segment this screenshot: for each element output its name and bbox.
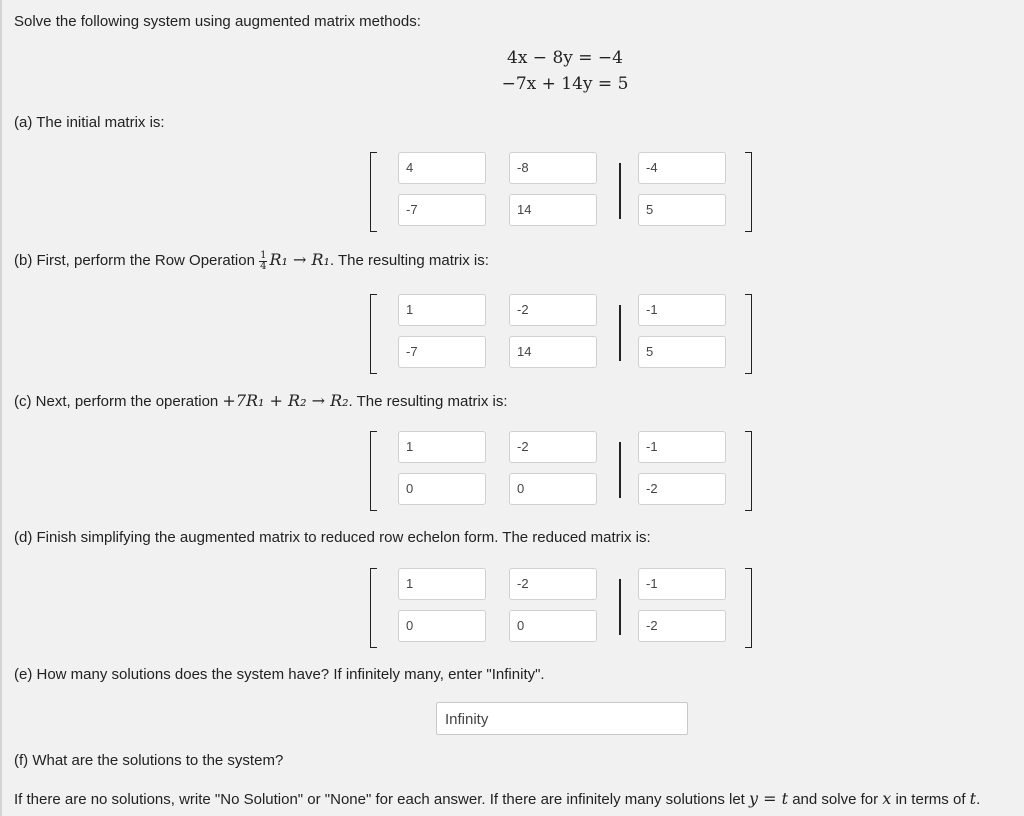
matrix-cell[interactable]: 5 [638,336,726,368]
part-a-label: (a) The initial matrix is: [14,114,165,131]
equation-system [480,45,650,97]
fraction-denominator: 4 [260,260,267,272]
matrix-cell[interactable]: -1 [638,294,726,326]
instructions-note [14,789,980,808]
matrix-b [370,294,752,374]
bracket-right [745,568,752,648]
matrix-cell[interactable]: 1 [398,294,486,326]
bracket-left [370,431,377,511]
matrix-cell[interactable]: 14 [509,336,597,368]
matrix-d [370,568,752,648]
augment-bar [619,163,621,219]
equation-1: 4x − 8y = −4 [507,48,623,68]
fraction-numerator: 1 [260,249,267,261]
part-b-prefix: (b) First, perform the Row Operation [14,252,260,269]
augment-bar [619,442,621,498]
matrix-cell[interactable]: 1 [398,568,486,600]
note-text: If there are no solutions, write "No Solution" or "None" for each answer. If there are infinitely many solutions let [14,791,749,808]
matrix-cell[interactable]: -4 [638,152,726,184]
matrix-cell[interactable]: -2 [509,431,597,463]
matrix-cell[interactable]: 1 [398,431,486,463]
augment-bar [619,305,621,361]
note-math: t [969,789,977,808]
bracket-left [370,294,377,374]
note-math: x [882,789,892,808]
part-c-suffix: . The resulting matrix is: [348,393,508,410]
part-c-label [14,391,508,410]
matrix-cell[interactable]: -8 [509,152,597,184]
matrix-cell[interactable]: 14 [509,194,597,226]
matrix-cell[interactable]: -1 [638,431,726,463]
bracket-left [370,568,377,648]
bracket-left [370,152,377,232]
part-f-label: (f) What are the solutions to the system? [14,752,284,769]
matrix-cell[interactable]: 0 [509,473,597,505]
matrix-c [370,431,752,511]
bracket-right [745,431,752,511]
intro-text: Solve the following system using augmented matrix methods: [14,13,421,30]
matrix-cell[interactable]: -2 [638,610,726,642]
part-b-label [14,250,489,272]
note-text: in terms of [891,791,970,808]
part-b-suffix: . The resulting matrix is: [329,252,489,269]
matrix-cell[interactable]: -2 [509,568,597,600]
matrix-a [370,152,752,232]
matrix-cell[interactable]: 5 [638,194,726,226]
row-operation: +7R₁ + R₂ → R₂ [222,391,349,410]
part-e-label: (e) How many solutions does the system have? If infinitely many, enter "Infinity". [14,666,545,683]
bracket-right [745,152,752,232]
note-text: and solve for [788,791,883,808]
equation-2: −7x + 14y = 5 [501,74,629,94]
matrix-cell[interactable]: 0 [509,610,597,642]
matrix-cell[interactable]: 0 [398,610,486,642]
page-border [0,0,2,816]
part-d-label: (d) Finish simplifying the augmented matrix to reduced row echelon form. The reduced matrix is: [14,529,651,546]
matrix-cell[interactable]: -7 [398,336,486,368]
part-c-prefix: (c) Next, perform the operation [14,393,223,410]
matrix-cell[interactable]: -1 [638,568,726,600]
note-text: . [976,791,981,808]
bracket-right [745,294,752,374]
matrix-cell[interactable]: 0 [398,473,486,505]
matrix-cell[interactable]: -7 [398,194,486,226]
note-math: y = t [749,789,789,808]
augment-bar [619,579,621,635]
solutions-count-input[interactable]: Infinity [436,702,688,735]
matrix-cell[interactable]: -2 [638,473,726,505]
fraction [259,251,267,272]
matrix-cell[interactable]: 4 [398,152,486,184]
matrix-cell[interactable]: -2 [509,294,597,326]
row-operation: R₁ → R₁ [269,250,330,269]
